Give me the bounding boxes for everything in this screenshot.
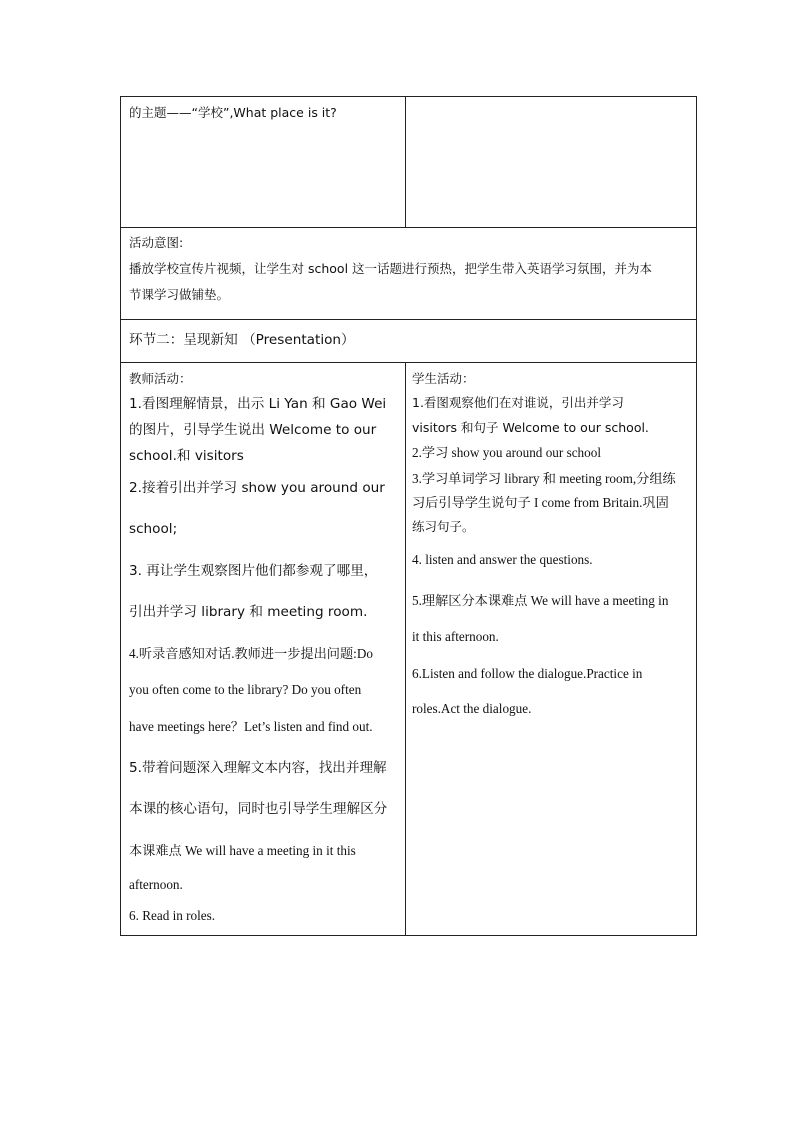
student-line: 练习句子。 (412, 519, 475, 534)
top-left-text: 的主题——“学校”,What place is it? (129, 105, 337, 120)
student-activities-cell (405, 362, 697, 936)
teacher-line: 引出并学习 library 和 meeting room. (129, 604, 368, 620)
intent-line-1: 播放学校宣传片视频，让学生对 school 这一话题进行预热，把学生带入英语学习氛围，并为本 (129, 261, 653, 276)
teacher-line: 6. Read in roles. (129, 908, 216, 923)
student-line: 1.看图观察他们在对谁说，引出并学习 (412, 395, 624, 410)
student-line: it this afternoon. (412, 629, 499, 644)
teacher-line: 的图片，引导学生说出 Welcome to our (129, 422, 377, 438)
intent-heading: 活动意图: (129, 235, 184, 250)
student-line: visitors 和句子 Welcome to our school. (412, 420, 649, 435)
intent-cell (121, 227, 697, 319)
student-line: roles.Act the dialogue. (412, 701, 532, 716)
intent-line-2: 节课学习做铺垫。 (129, 287, 230, 302)
teacher-line: have meetings here？Let’s listen and find out. (129, 719, 373, 734)
teacher-activities-cell (121, 362, 405, 936)
student-line: 习后引导学生说句子 I come from Britain.巩固 (412, 495, 669, 510)
teacher-line: 2.接着引出并学习 show you around our (129, 480, 385, 496)
teacher-line: 3. 再让学生观察图片他们都参观了哪里， (129, 563, 378, 579)
lesson-plan-table (120, 96, 697, 936)
top-left-cell (121, 97, 405, 227)
student-heading: 学生活动： (412, 371, 475, 386)
teacher-line: 本课的核心语句，同时也引导学生理解区分 (129, 801, 388, 817)
teacher-line: 4.听录音感知对话.教师进一步提出问题:Do (129, 646, 373, 661)
teacher-line: 5.带着问题深入理解文本内容，找出并理解 (129, 760, 387, 776)
student-line: 2.学习 show you around our school (412, 445, 602, 460)
section-title: 环节二：呈现新知 （Presentation） (129, 332, 355, 348)
teacher-line: 本课难点 We will have a meeting in it this (129, 843, 356, 858)
teacher-line: 1.看图理解情景，出示 Li Yan 和 Gao Wei (129, 396, 387, 412)
teacher-line: you often come to the library? Do you often (129, 682, 362, 697)
teacher-line: afternoon. (129, 877, 183, 892)
student-line: 4. listen and answer the questions. (412, 552, 593, 567)
student-line: 6.Listen and follow the dialogue.Practice in (412, 666, 643, 681)
section-title-cell (121, 319, 697, 362)
teacher-heading: 教师活动： (129, 371, 192, 386)
student-line: 3.学习单词学习 library 和 meeting room,分组练 (412, 471, 676, 486)
teacher-line: school.和 visitors (129, 448, 244, 464)
teacher-line: school; (129, 521, 178, 537)
top-right-cell (405, 97, 697, 227)
student-line: 5.理解区分本课难点 We will have a meeting in (412, 593, 669, 608)
